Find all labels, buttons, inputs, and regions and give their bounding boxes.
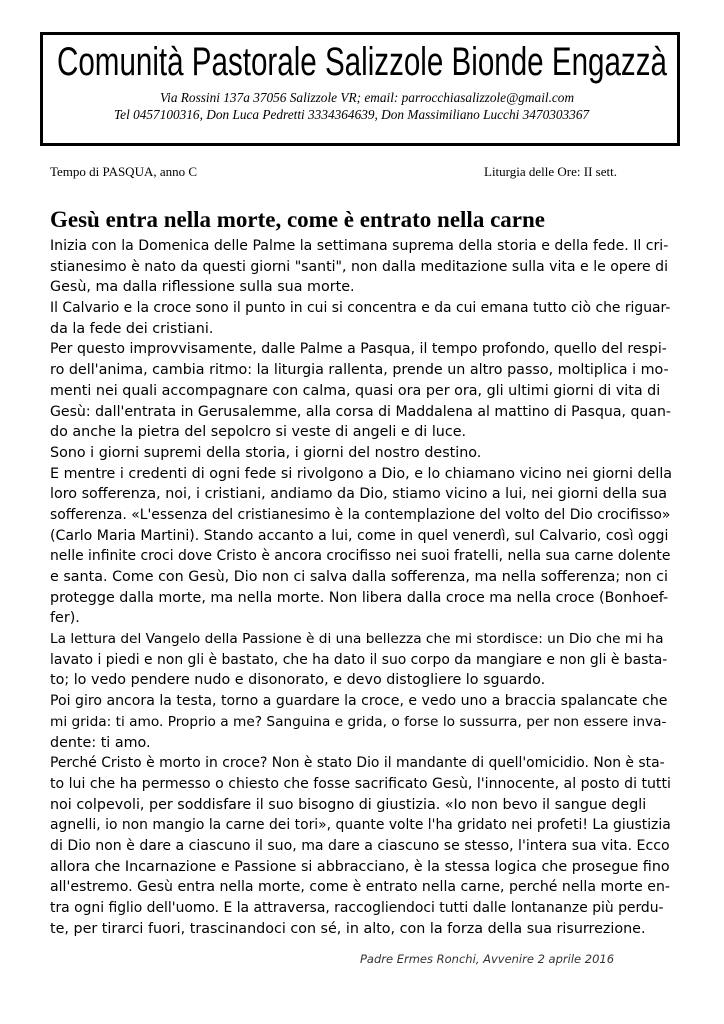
- article-line: protegge dalla morte, ma nella morte. Non libera dalla croce ma nella croce (Bonhoef-: [50, 589, 669, 606]
- contact-phones: Tel 0457100316, Don Luca Pedretti 3334364639, Don Massimiliano Lucchi 3470303367: [114, 107, 590, 122]
- article-body: [50, 236, 673, 939]
- article-line: Inizia con la Domenica delle Palme la settimana suprema della storia e della fede. Il cri-: [50, 238, 669, 254]
- article-line: Gesù: dall'entrata in Gerusalemme, alla corsa di Maddalena al mattino di Pasqua, quan-: [50, 403, 671, 420]
- article-line: te, per tirarci fuori, trascinandoci con sé, in alto, con la forza della sua risurrezione.: [50, 920, 646, 937]
- article-line: La lettura del Vangelo della Passione è di una bellezza che mi stordisce: un Dio che mi ha: [50, 631, 664, 648]
- article-line: ro dell'anima, cambia ritmo: la liturgia rallenta, prende un altro passo, moltiplica i mo-: [50, 362, 669, 379]
- article-line: to lui che ha permesso o chiesto che fosse sacrificato Gesù, l'innocente, al posto di tutti: [50, 775, 671, 792]
- article-line: allora che Incarnazione e Passione si abbracciano, è la stessa logica che prosegue fino: [50, 858, 670, 875]
- article-line: (Carlo Maria Martini). Stando accanto a lui, come in quel venerdì, sul Calvario, così oggi: [50, 527, 669, 544]
- article-line: all'estremo. Gesù entra nella morte, come è entrato nella carne, perché nella morte en-: [50, 879, 670, 896]
- article-line: mi grida: ti amo. Proprio a me? Sanguina e grida, o forse lo sussurra, per non essere inva-: [50, 713, 667, 730]
- article-title: Gesù entra nella morte, come è entrato nella carne: [50, 207, 545, 232]
- article-signature: Padre Ermes Ronchi, Avvenire 2 aprile 2016: [360, 952, 615, 966]
- header-box: [40, 32, 680, 146]
- article-line: e santa. Come con Gesù, Dio non ci salva dalla sofferenza, ma nella sofferenza; non ci: [50, 569, 668, 585]
- article-line: di Dio non è dare a ciascuno il suo, ma dare a ciascuno se stesso, l'intera sua vita. Ecco: [50, 837, 670, 854]
- article-line: E mentre i credenti di ogni fede si rivolgono a Dio, e lo chiamano vicino nei giorni della: [50, 465, 673, 482]
- article-line: Sono i giorni supremi della storia, i giorni del nostro destino.: [50, 444, 482, 461]
- liturgy-of-hours: Liturgia delle Ore: II sett.: [484, 164, 617, 179]
- article-line: to; lo vedo pendere nudo e disonorato, e devo distogliere lo sguardo.: [50, 672, 546, 689]
- liturgical-season: Tempo di PASQUA, anno C: [50, 164, 198, 179]
- article-line: loro sofferenza, noi, i cristiani, andiamo da Dio, stiamo vicino a lui, nei giorni della sua: [50, 486, 668, 503]
- article-line: sofferenza. «L'essenza del cristianesimo è la contemplazione del volto del Dio crocifisso»: [50, 506, 671, 523]
- article-line: da la fede dei cristiani.: [50, 320, 214, 337]
- article-line: stianesimo è nato da questi giorni "santi", non dalla meditazione sulla vita e le opere di: [50, 258, 668, 275]
- article-line: Gesù, ma dalla riflessione sulla sua morte.: [50, 279, 355, 296]
- article-line: dente: ti amo.: [50, 734, 151, 751]
- article-line: Perché Cristo è morto in croce? Non è stato Dio il mandante di quell'omicidio. Non è sta-: [50, 755, 665, 772]
- article-line: fer).: [50, 610, 80, 627]
- article-line: tra ogni figlio dell'uomo. E la attraversa, raccogliendoci tutti dalle lontananze più perdu-: [50, 900, 664, 916]
- article-line: Il Calvario e la croce sono il punto in cui si concentra e da cui emana tutto ciò che riguar-: [50, 300, 671, 317]
- article-line: noi colpevoli, per soddisfare il suo bisogno di giustizia. «Io non bevo il sangue degli: [50, 796, 647, 813]
- contact-address-email: Via Rossini 137a 37056 Salizzole VR; email: parrocchiasalizzole@gmail.com: [160, 90, 575, 105]
- article-line: do anche la pietra del sepolcro si veste di angeli e di luce.: [50, 424, 467, 441]
- article-line: Poi giro ancora la testa, torno a guardare la croce, e vedo uno a braccia spalancate che: [50, 693, 668, 710]
- article-line: nelle infinite croci dove Cristo è ancora crocifisso nei suoi fratelli, nella sua carne dolente: [50, 548, 671, 565]
- article-line: agnelli, io non mangio la carne dei tori», quante volte l'ha gridato nei profeti! La giustizia: [50, 817, 671, 834]
- article-line: lavato i piedi e non gli è bastato, che ha dato il suo corpo da mangiare e non gli è basta-: [50, 651, 668, 668]
- community-title: Comunità Pastorale Salizzole Bionde Engazzà: [57, 40, 667, 84]
- article-line: Per questo improvvisamente, dalle Palme a Pasqua, il tempo profondo, quello del respi-: [50, 341, 667, 358]
- article-line: menti nei quali accompagnare con calma, quasi ora per ora, gli ultimi giorni di vita di: [50, 382, 661, 399]
